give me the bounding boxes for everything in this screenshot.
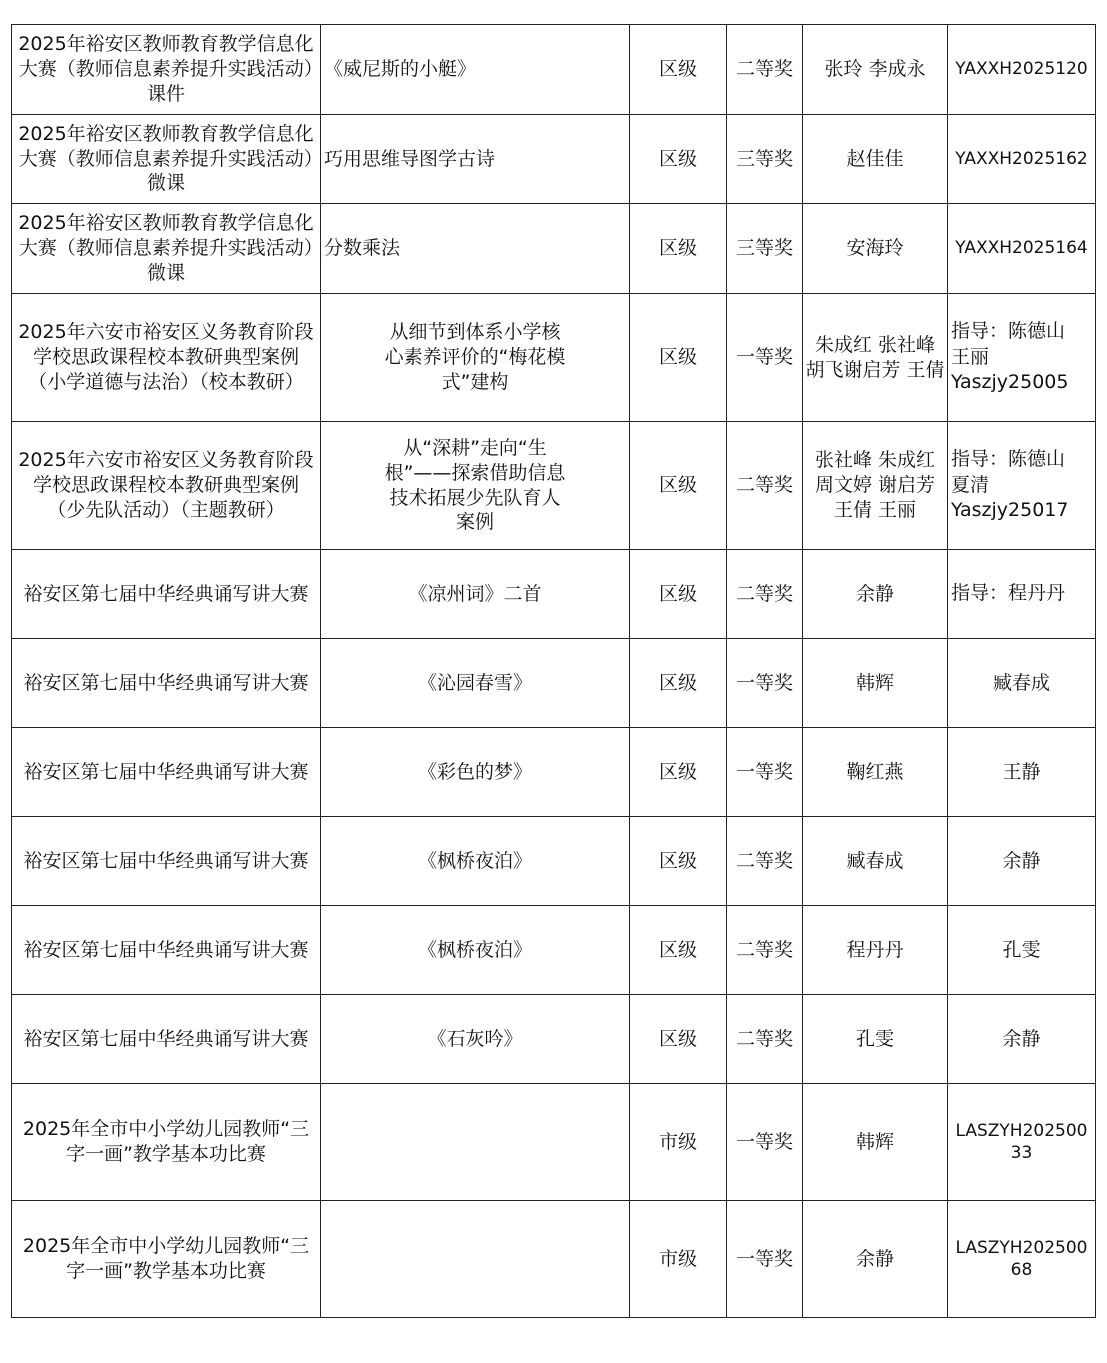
people-cell: 余静 bbox=[803, 550, 948, 639]
award-cell: 二等奖 bbox=[727, 550, 803, 639]
work-cell: 巧用思维导图学古诗 bbox=[321, 115, 630, 204]
award-cell: 二等奖 bbox=[727, 25, 803, 115]
code-cell bbox=[948, 550, 1096, 639]
code-cell: YAXXH2025120 bbox=[948, 25, 1096, 115]
award-cell: 一等奖 bbox=[727, 1084, 803, 1201]
award-cell: 一等奖 bbox=[727, 728, 803, 817]
level-cell: 区级 bbox=[630, 639, 727, 728]
work-cell: 从“深耕”走向“生根”——探索借助信息技术拓展少先队育人案例 bbox=[321, 422, 630, 550]
work-cell: 《沁园春雪》 bbox=[321, 639, 630, 728]
award-cell: 二等奖 bbox=[727, 906, 803, 995]
work-cell: 《彩色的梦》 bbox=[321, 728, 630, 817]
award-cell: 一等奖 bbox=[727, 1201, 803, 1318]
code-cell: 孔雯 bbox=[948, 906, 1096, 995]
people-cell: 韩辉 bbox=[803, 1084, 948, 1201]
code-cell: YAXXH2025162 bbox=[948, 115, 1096, 204]
table-row bbox=[12, 995, 1096, 1084]
work-cell: 《石灰吟》 bbox=[321, 995, 630, 1084]
awards-table bbox=[11, 24, 1096, 1318]
guide-name: 夏清 bbox=[951, 473, 990, 496]
level-cell: 区级 bbox=[630, 995, 727, 1084]
table-row bbox=[12, 550, 1096, 639]
event-cell: 2025年裕安区教师教育教学信息化大赛（教师信息素养提升实践活动）微课 bbox=[12, 204, 321, 294]
event-cell: 2025年裕安区教师教育教学信息化大赛（教师信息素养提升实践活动）微课 bbox=[12, 115, 321, 204]
code-text: Yaszjy25005 bbox=[951, 371, 1069, 394]
code-cell: 臧春成 bbox=[948, 639, 1096, 728]
event-cell: 2025年裕安区教师教育教学信息化大赛（教师信息素养提升实践活动）课件 bbox=[12, 25, 321, 115]
award-cell: 三等奖 bbox=[727, 115, 803, 204]
table-row bbox=[12, 906, 1096, 995]
code-cell: 余静 bbox=[948, 995, 1096, 1084]
table-row bbox=[12, 115, 1096, 204]
work-cell: 《凉州词》二首 bbox=[321, 550, 630, 639]
work-cell bbox=[321, 1084, 630, 1201]
table-row bbox=[12, 204, 1096, 294]
event-cell: 2025年六安市裕安区义务教育阶段学校思政课程校本教研典型案例（小学道德与法治）（校本教研） bbox=[12, 294, 321, 422]
level-cell: 区级 bbox=[630, 422, 727, 550]
people-cell: 朱成红 张社峰 胡飞谢启芳 王倩 bbox=[803, 294, 948, 422]
people-cell: 张玲 李成永 bbox=[803, 25, 948, 115]
guide-note: 指导：程丹丹 bbox=[951, 582, 1066, 605]
award-cell: 二等奖 bbox=[727, 422, 803, 550]
level-cell: 区级 bbox=[630, 115, 727, 204]
people-cell: 孔雯 bbox=[803, 995, 948, 1084]
event-cell: 裕安区第七届中华经典诵写讲大赛 bbox=[12, 817, 321, 906]
level-cell: 市级 bbox=[630, 1201, 727, 1318]
code-cell: LASZYH20250033 bbox=[948, 1084, 1096, 1201]
work-cell: 从细节到体系小学核心素养评价的“梅花模式”建构 bbox=[321, 294, 630, 422]
people-cell: 鞠红燕 bbox=[803, 728, 948, 817]
award-cell: 一等奖 bbox=[727, 294, 803, 422]
work-cell: 《威尼斯的小艇》 bbox=[321, 25, 630, 115]
event-cell: 裕安区第七届中华经典诵写讲大赛 bbox=[12, 995, 321, 1084]
level-cell: 区级 bbox=[630, 550, 727, 639]
award-cell: 一等奖 bbox=[727, 639, 803, 728]
award-cell: 二等奖 bbox=[727, 995, 803, 1084]
work-cell: 《枫桥夜泊》 bbox=[321, 906, 630, 995]
code-cell: 王静 bbox=[948, 728, 1096, 817]
table-row bbox=[12, 817, 1096, 906]
people-cell: 张社峰 朱成红 周文婷 谢启芳 王倩 王丽 bbox=[803, 422, 948, 550]
award-cell: 二等奖 bbox=[727, 817, 803, 906]
code-text: Yaszjy25017 bbox=[951, 499, 1069, 522]
level-cell: 区级 bbox=[630, 906, 727, 995]
table-row bbox=[12, 422, 1096, 550]
people-cell: 余静 bbox=[803, 1201, 948, 1318]
work-cell: 《枫桥夜泊》 bbox=[321, 817, 630, 906]
code-cell bbox=[948, 294, 1096, 422]
people-cell: 程丹丹 bbox=[803, 906, 948, 995]
event-cell: 裕安区第七届中华经典诵写讲大赛 bbox=[12, 550, 321, 639]
code-cell bbox=[948, 422, 1096, 550]
level-cell: 区级 bbox=[630, 817, 727, 906]
table-row bbox=[12, 1201, 1096, 1318]
guide-note: 指导：陈德山 bbox=[951, 448, 1066, 471]
people-cell: 赵佳佳 bbox=[803, 115, 948, 204]
award-cell: 三等奖 bbox=[727, 204, 803, 294]
level-cell: 市级 bbox=[630, 1084, 727, 1201]
table-row bbox=[12, 639, 1096, 728]
table-row bbox=[12, 294, 1096, 422]
guide-name: 王丽 bbox=[951, 345, 990, 368]
event-cell: 裕安区第七届中华经典诵写讲大赛 bbox=[12, 906, 321, 995]
table-row bbox=[12, 25, 1096, 115]
table-row bbox=[12, 1084, 1096, 1201]
event-cell: 2025年全市中小学幼儿园教师“三字一画”教学基本功比赛 bbox=[12, 1084, 321, 1201]
event-cell: 2025年六安市裕安区义务教育阶段学校思政课程校本教研典型案例（少先队活动）（主题教研） bbox=[12, 422, 321, 550]
code-cell: 余静 bbox=[948, 817, 1096, 906]
people-cell: 安海玲 bbox=[803, 204, 948, 294]
level-cell: 区级 bbox=[630, 25, 727, 115]
table-row bbox=[12, 728, 1096, 817]
event-cell: 2025年全市中小学幼儿园教师“三字一画”教学基本功比赛 bbox=[12, 1201, 321, 1318]
code-cell: LASZYH20250068 bbox=[948, 1201, 1096, 1318]
level-cell: 区级 bbox=[630, 294, 727, 422]
work-cell: 分数乘法 bbox=[321, 204, 630, 294]
event-cell: 裕安区第七届中华经典诵写讲大赛 bbox=[12, 728, 321, 817]
event-cell: 裕安区第七届中华经典诵写讲大赛 bbox=[12, 639, 321, 728]
guide-note: 指导：陈德山 bbox=[951, 320, 1066, 343]
people-cell: 韩辉 bbox=[803, 639, 948, 728]
people-cell: 臧春成 bbox=[803, 817, 948, 906]
level-cell: 区级 bbox=[630, 728, 727, 817]
code-cell: YAXXH2025164 bbox=[948, 204, 1096, 294]
work-cell bbox=[321, 1201, 630, 1318]
level-cell: 区级 bbox=[630, 204, 727, 294]
